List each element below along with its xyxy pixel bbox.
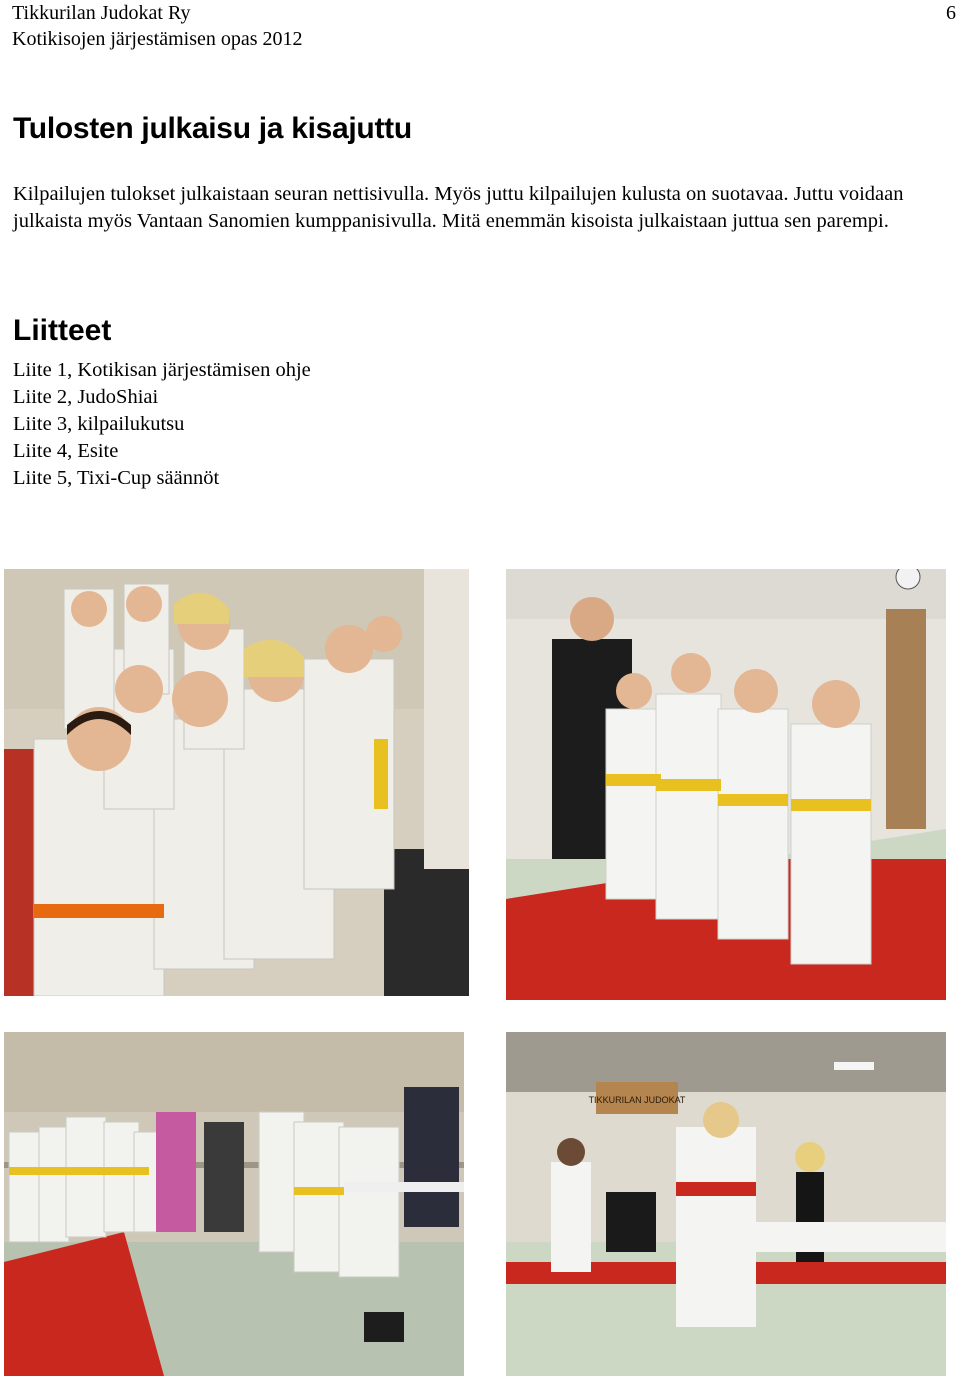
header-org: Tikkurilan Judokat Ry: [12, 2, 191, 24]
header-doc-title: Kotikisojen järjestämisen opas 2012: [12, 28, 303, 50]
attachment-item: Liite 5, Tixi-Cup säännöt: [13, 467, 220, 489]
results-paragraph: Kilpailujen tulokset julkaistaan seuran nettisivulla. Myös juttu kilpailujen kulusta on suotavaa. Juttu voidaan julkaista myös Vantaan Sanomien kumppanisivulla. Mitä enemmän kisoista julkaistaan juttua sen parempi.: [13, 183, 904, 232]
attachment-item: Liite 1, Kotikisan järjestämisen ohje: [13, 359, 311, 381]
attachments-list: [13, 357, 311, 492]
photo-judo-match: [506, 1032, 946, 1376]
page-number: 6: [946, 2, 956, 24]
dojo-sign-text: TIKKURILAN JUDOKAT: [588, 1095, 686, 1105]
page-header-left: [12, 0, 303, 52]
photo-medal-ceremony: [506, 569, 946, 1000]
photo-kids-thumbs-up: [4, 569, 469, 996]
photo-kids-lined-up: [4, 1032, 464, 1376]
section-heading-attachments: Liitteet: [13, 314, 112, 347]
attachment-item: Liite 3, kilpailukutsu: [13, 413, 185, 435]
section-heading-results: Tulosten julkaisu ja kisajuttu: [13, 112, 412, 145]
attachment-item: Liite 2, JudoShiai: [13, 386, 159, 408]
attachment-item: Liite 4, Esite: [13, 440, 119, 462]
